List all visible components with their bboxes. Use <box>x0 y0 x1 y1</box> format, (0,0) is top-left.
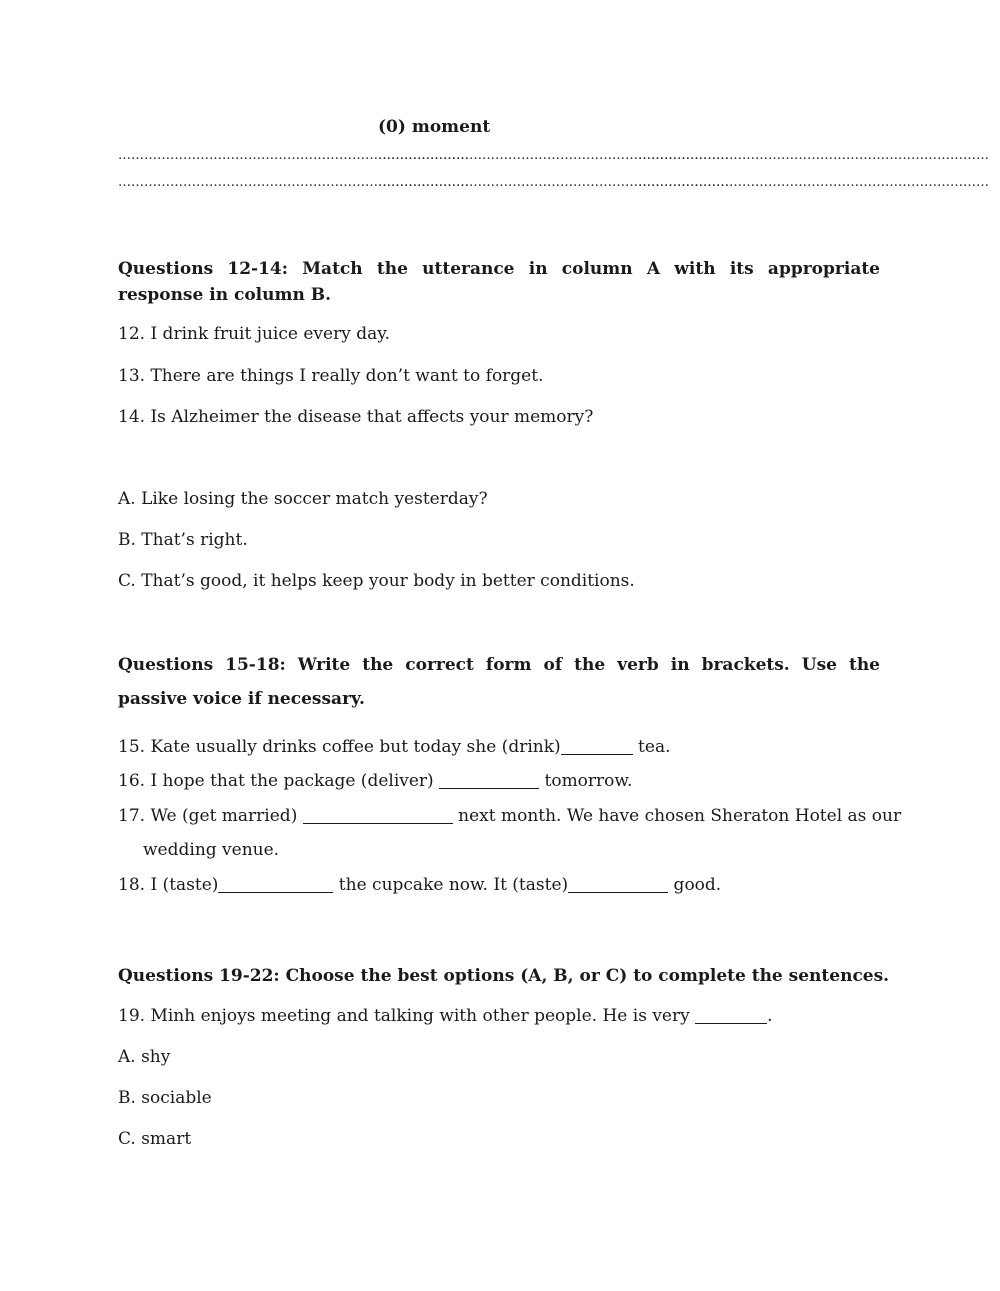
option-b[interactable]: B. sociable <box>118 1088 212 1108</box>
question-19-text: 19. Minh enjoys meeting and talking with other people. He is very <box>118 1006 696 1026</box>
question-18-end: good. <box>668 875 722 895</box>
response-b: B. That’s right. <box>118 530 248 550</box>
question-15-text: 15. Kate usually drinks coffee but today she (drink) <box>118 737 561 757</box>
question-15 <box>118 737 671 757</box>
question-17-text: 17. We (get married) <box>118 806 303 826</box>
question-13: 13. There are things I really don’t want to forget. <box>118 366 544 386</box>
section-heading-12-14: Questions 12-14: Match the utterance in column A with its appropriate response in column B. <box>118 259 880 305</box>
question-16-end: tomorrow. <box>539 771 633 791</box>
answer-blank-19[interactable] <box>695 1006 767 1024</box>
answer-blank-15[interactable] <box>561 737 633 755</box>
blank-row2-col3: ……………………………………………………………………… <box>638 175 989 190</box>
question-17 <box>118 806 901 826</box>
blank-row1-col3: ……………………………………………………………………… <box>638 148 989 163</box>
question-12: 12. I drink fruit juice every day. <box>118 324 390 344</box>
question-19-end: . <box>767 1006 773 1026</box>
question-14: 14. Is Alzheimer the disease that affects your memory? <box>118 407 594 427</box>
blank-row1-col1: ……………………………………………………………………… <box>118 148 469 163</box>
example-word: (0) moment <box>378 117 491 137</box>
answer-blank-16[interactable] <box>439 771 539 789</box>
question-18-middle: the cupcake now. It (taste) <box>333 875 569 895</box>
question-16-text: 16. I hope that the package (deliver) <box>118 771 440 791</box>
question-19 <box>118 1006 773 1026</box>
question-16 <box>118 771 632 791</box>
question-18 <box>118 875 721 895</box>
section-heading-19-22: Questions 19-22: Choose the best options (A, B, or C) to complete the sentences. <box>118 966 890 986</box>
answer-blank-17[interactable] <box>303 806 453 824</box>
answer-blank-18b[interactable] <box>568 875 668 893</box>
response-a: A. Like losing the soccer match yesterday? <box>118 489 488 509</box>
section-heading-15-18: Questions 15-18: Write the correct form of the verb in brackets. Use the passive voice if necessary. <box>118 655 880 709</box>
answer-blank-18a[interactable] <box>218 875 333 893</box>
blank-row2-col1: ……………………………………………………………………… <box>118 175 469 190</box>
question-18-text: 18. I (taste) <box>118 875 219 895</box>
question-17-continuation: wedding venue. <box>143 840 280 860</box>
blank-row1-col2: ……………………………………………………………………… <box>378 148 729 163</box>
option-a[interactable]: A. shy <box>118 1047 171 1067</box>
question-15-end: tea. <box>632 737 671 757</box>
response-c: C. That’s good, it helps keep your body in better conditions. <box>118 571 635 591</box>
blank-row2-col2: ……………………………………………………………………… <box>378 175 729 190</box>
option-c[interactable]: C. smart <box>118 1129 192 1149</box>
question-17-end: next month. We have chosen Sheraton Hotel as our <box>452 806 902 826</box>
